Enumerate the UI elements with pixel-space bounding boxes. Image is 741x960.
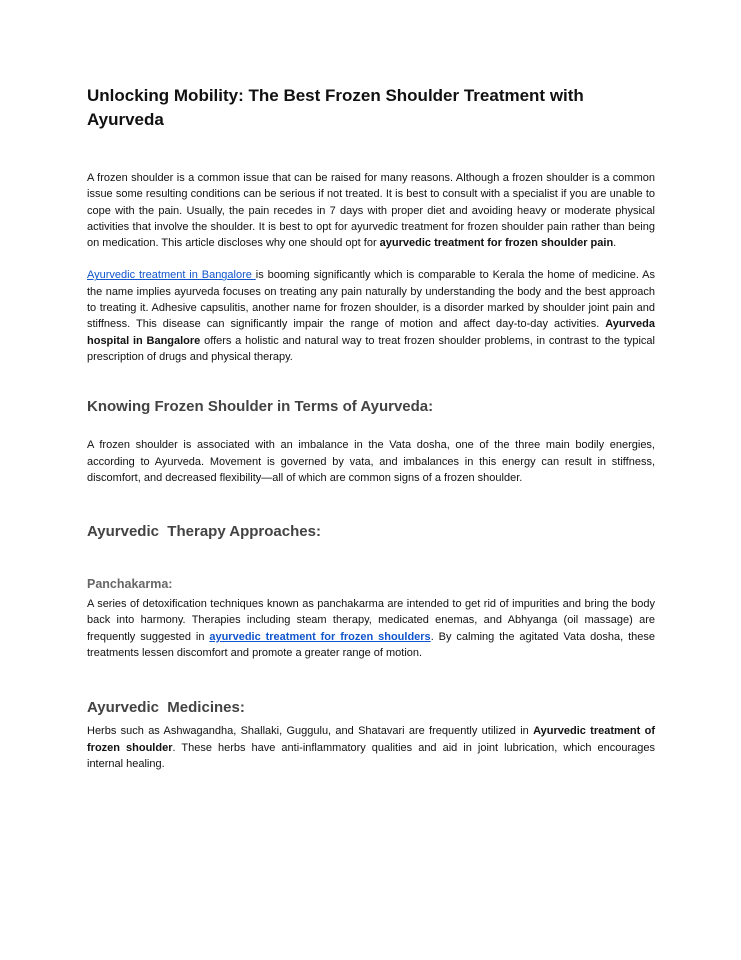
bangalore-text-2: offers a holistic and natural way to treat frozen shoulder problems, in contrast to the typical prescription of drugs and physical therapy. <box>87 334 655 363</box>
medicines-text-1: Herbs such as Ashwagandha, Shallaki, Guggulu, and Shatavari are frequently utilized in <box>87 725 534 738</box>
panchakarma-text-2: . By calming the agitated Vata dosha, these treatments lessen discomfort and promote a greater range of motion. <box>87 630 655 660</box>
bangalore-treatment-link[interactable]: Ayurvedic treatment in Bangalore <box>87 269 256 282</box>
panchakarma-text-1: A series of detoxification techniques known as panchakarma are intended to get rid of impurities and bring the body back into harmony. Therapies including steam therapy, medicated enemas, and Abhyanga (oil massage) are frequently suggested in <box>87 598 655 643</box>
section-heading-medicines: Ayurvedic Medicines: <box>87 699 245 717</box>
frozen-shoulders-link[interactable]: ayurvedic treatment for frozen shoulders <box>209 630 431 643</box>
bangalore-hospital-bold: Ayurveda hospital in Bangalore <box>87 318 655 347</box>
section-heading-therapy: Ayurvedic Therapy Approaches: <box>87 523 321 541</box>
intro-end: . <box>613 237 617 250</box>
panchakarma-paragraph <box>87 596 655 661</box>
intro-paragraph <box>87 170 655 251</box>
bangalore-paragraph <box>87 267 655 365</box>
bangalore-text-1: is booming significantly which is comparable to Kerala the home of medicine. As the name implies ayurveda focuses on treating any pain naturally by understanding the body and the best approach to treating it. Adhesive capsulitis, another name for frozen shoulder, is a disorder marked by shoulder joint pain and stiffness. This disease can significantly impair the range of motion and affect day-to-day activities. <box>87 269 656 331</box>
medicines-paragraph <box>87 723 655 772</box>
medicines-bold-phrase: Ayurvedic treatment of frozen shoulder <box>87 725 655 754</box>
medicines-text-2: . These herbs have anti-inflammatory qualities and aid in joint lubrication, which encourages internal healing. <box>87 741 655 770</box>
page-title: Unlocking Mobility: The Best Frozen Shoulder Treatment with Ayurveda <box>87 86 584 129</box>
knowing-paragraph: A frozen shoulder is associated with an imbalance in the Vata dosha, one of the three main bodily energies, according to Ayurveda. Movement is governed by vata, and imbalances in this energy can result in stiffness, discomfort, and decreased flexibility—all of which are common signs of a frozen shoulder. <box>87 439 655 484</box>
intro-text: A frozen shoulder is a common issue that can be raised for many reasons. Although a frozen shoulder is a common issue some resulting conditions can be serious if not treated. It is best to consult with a specialist if you are unable to cope with the pain. Usually, the pain recedes in 7 days with proper diet and avoiding heavy or moderate physical activities that involve the shoulder. It is best to opt for ayurvedic treatment for frozen shoulder pain rather than being on medication. This article discloses why one should opt for <box>87 172 655 250</box>
subheading-panchakarma: Panchakarma: <box>87 577 173 592</box>
document-page <box>87 84 655 772</box>
intro-bold-phrase: ayurvedic treatment for frozen shoulder pain <box>379 237 614 250</box>
section-heading-knowing: Knowing Frozen Shoulder in Terms of Ayurveda: <box>87 398 434 416</box>
